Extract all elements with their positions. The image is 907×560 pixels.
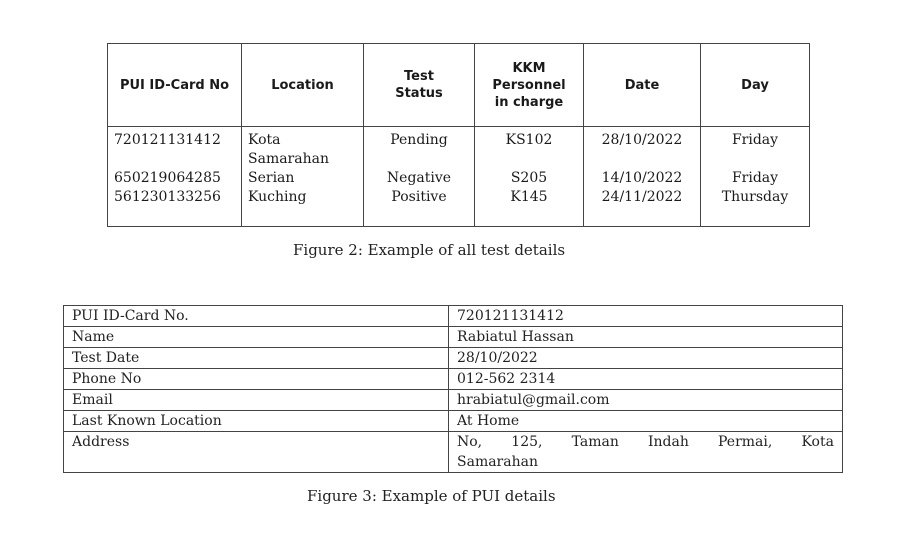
header-label: PUI ID-Card No [119, 77, 230, 93]
header-personnel [475, 44, 584, 127]
table-row [64, 348, 843, 369]
label-address: Address [64, 432, 449, 473]
label-test-date: Test Date [64, 348, 449, 369]
cell-date: 28/10/2022 14/10/2022 24/11/2022 [584, 127, 701, 227]
table-header-row [108, 44, 810, 127]
address-word: Indah [647, 434, 689, 450]
table-row [108, 127, 810, 227]
header-label: Location [271, 77, 334, 93]
value-address [449, 432, 843, 473]
table-row [64, 306, 843, 327]
header-day [701, 44, 810, 127]
address-word: Taman [571, 434, 619, 450]
table-row [64, 369, 843, 390]
header-date [584, 44, 701, 127]
header-label: KKM Personnel in charge [492, 60, 566, 110]
table-row [64, 390, 843, 411]
address-word: No, [457, 434, 483, 450]
table-row [64, 411, 843, 432]
address-line-1 [457, 432, 834, 452]
label-last-location: Last Known Location [64, 411, 449, 432]
label-email: Email [64, 390, 449, 411]
value-pui-id: 720121131412 [449, 306, 843, 327]
pui-details-table [63, 305, 843, 473]
value-last-location: At Home [449, 411, 843, 432]
value-test-date: 28/10/2022 [449, 348, 843, 369]
cell-day: Friday Friday Thursday [701, 127, 810, 227]
cell-test-status: Pending Negative Positive [364, 127, 475, 227]
header-label: Date [624, 77, 660, 93]
test-details-table [107, 43, 810, 227]
value-phone: 012-562 2314 [449, 369, 843, 390]
address-word: Permai, [718, 434, 773, 450]
cell-personnel: KS102 S205 K145 [475, 127, 584, 227]
label-name: Name [64, 327, 449, 348]
figure-2-caption: Figure 2: Example of all test details [293, 241, 566, 259]
figure-3-caption: Figure 3: Example of PUI details [307, 487, 556, 505]
label-phone: Phone No [64, 369, 449, 390]
header-label: Day [741, 77, 769, 93]
header-test-status [364, 44, 475, 127]
address-line-2: Samarahan [457, 454, 538, 470]
header-location [242, 44, 364, 127]
address-word: Kota [801, 434, 834, 450]
cell-pui-id: 720121131412 650219064285 561230133256 [108, 127, 242, 227]
cell-location: Kota Samarahan Serian Kuching [242, 127, 364, 227]
value-email: hrabiatul@gmail.com [449, 390, 843, 411]
header-label: Test Status [395, 69, 443, 101]
table-row [64, 432, 843, 473]
value-name: Rabiatul Hassan [449, 327, 843, 348]
label-pui-id: PUI ID-Card No. [64, 306, 449, 327]
table-row [64, 327, 843, 348]
header-pui-id [108, 44, 242, 127]
address-word: 125, [511, 434, 543, 450]
